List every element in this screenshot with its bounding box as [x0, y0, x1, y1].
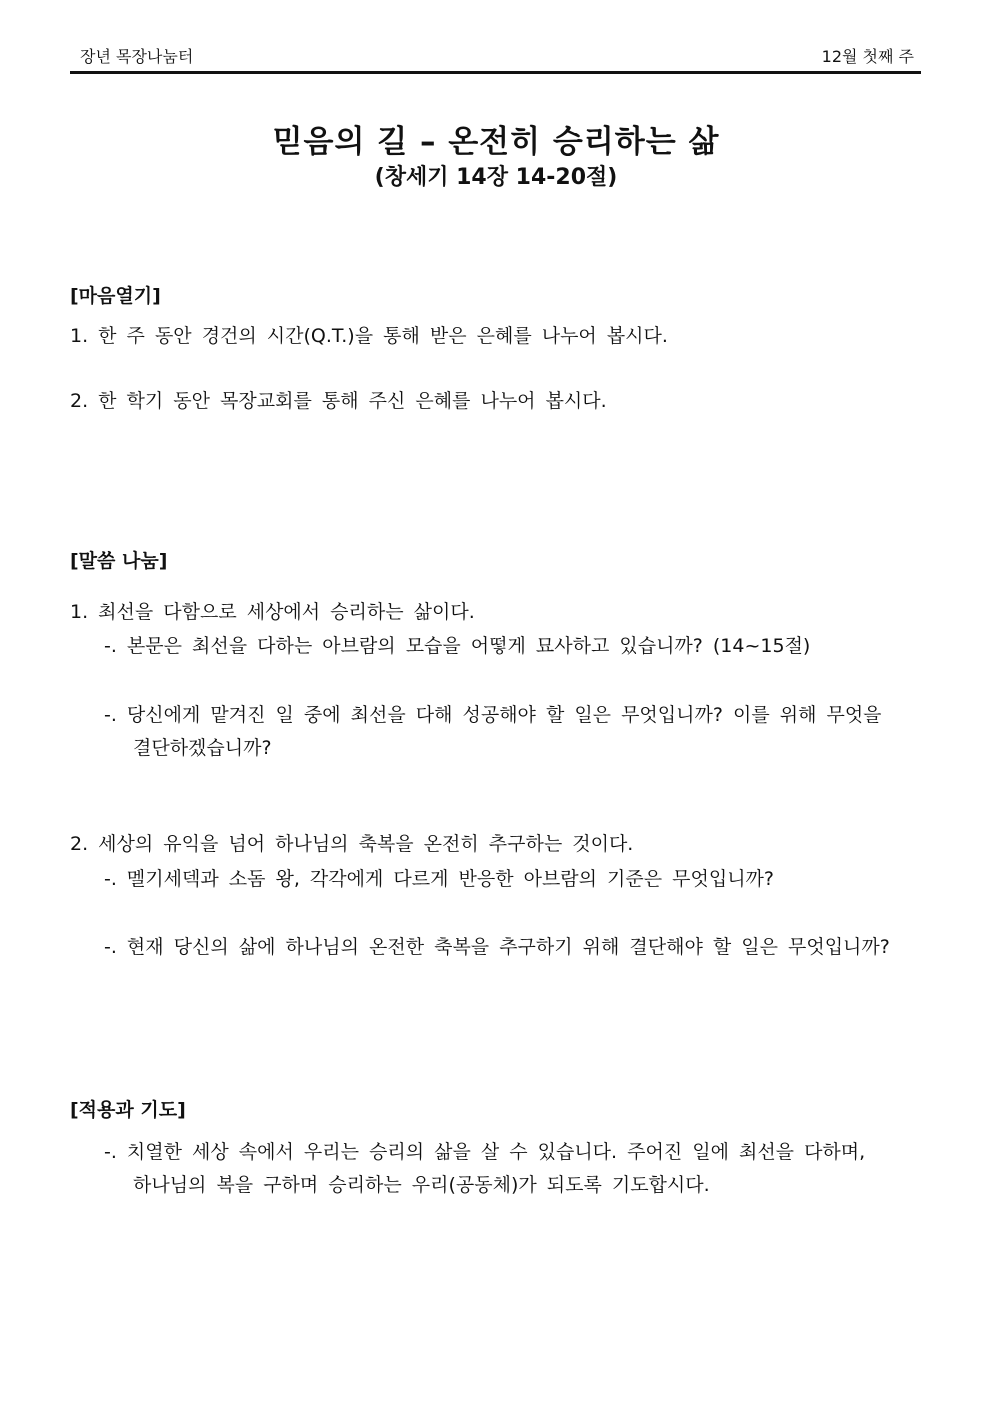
word-point-1-question-b-cont: 결단하겠습니까?: [133, 737, 272, 759]
opening-question-2: 2. 한 학기 동안 목장교회를 통해 주신 은혜를 나누어 봅시다.: [70, 390, 607, 412]
page-title: 믿음의 길 – 온전히 승리하는 삶: [272, 124, 720, 160]
opening-question-1: 1. 한 주 동안 경건의 시간(Q.T.)을 통해 받은 은혜를 나누어 봅시다.: [70, 325, 668, 347]
section-heading-opening: [마음열기]: [70, 285, 161, 307]
section-heading-word: [말씀 나눔]: [70, 550, 168, 572]
header-left-title: 장년 목장나눔터: [80, 47, 194, 66]
word-point-1-question-a: -. 본문은 최선을 다하는 아브람의 모습을 어떻게 묘사하고 있습니까? (14~15절): [104, 635, 811, 657]
apply-prayer-line-2: 하나님의 복을 구하며 승리하는 우리(공동체)가 되도록 기도합시다.: [133, 1174, 710, 1196]
word-point-2-question-a: -. 멜기세덱과 소돔 왕, 각각에게 다르게 반응한 아브람의 기준은 무엇입니까?: [104, 868, 774, 890]
word-point-2-question-b: -. 현재 당신의 삶에 하나님의 온전한 축복을 추구하기 위해 결단해야 할 일은 무엇입니까?: [104, 936, 890, 958]
word-point-2: 2. 세상의 유익을 넘어 하나님의 축복을 온전히 추구하는 것이다.: [70, 833, 634, 855]
word-point-1: 1. 최선을 다함으로 세상에서 승리하는 삶이다.: [70, 601, 475, 623]
apply-prayer-line-1: -. 치열한 세상 속에서 우리는 승리의 삶을 살 수 있습니다. 주어진 일에 최선을 다하며,: [104, 1141, 866, 1163]
header-rule: [70, 71, 921, 74]
word-point-1-question-b: -. 당신에게 맡겨진 일 중에 최선을 다해 성공해야 할 일은 무엇입니까? 이를 위해 무엇을: [104, 704, 882, 726]
section-heading-apply: [적용과 기도]: [70, 1099, 186, 1121]
header-week-label: 12월 첫째 주: [821, 47, 914, 66]
page-subtitle: (창세기 14장 14-20절): [374, 165, 618, 190]
